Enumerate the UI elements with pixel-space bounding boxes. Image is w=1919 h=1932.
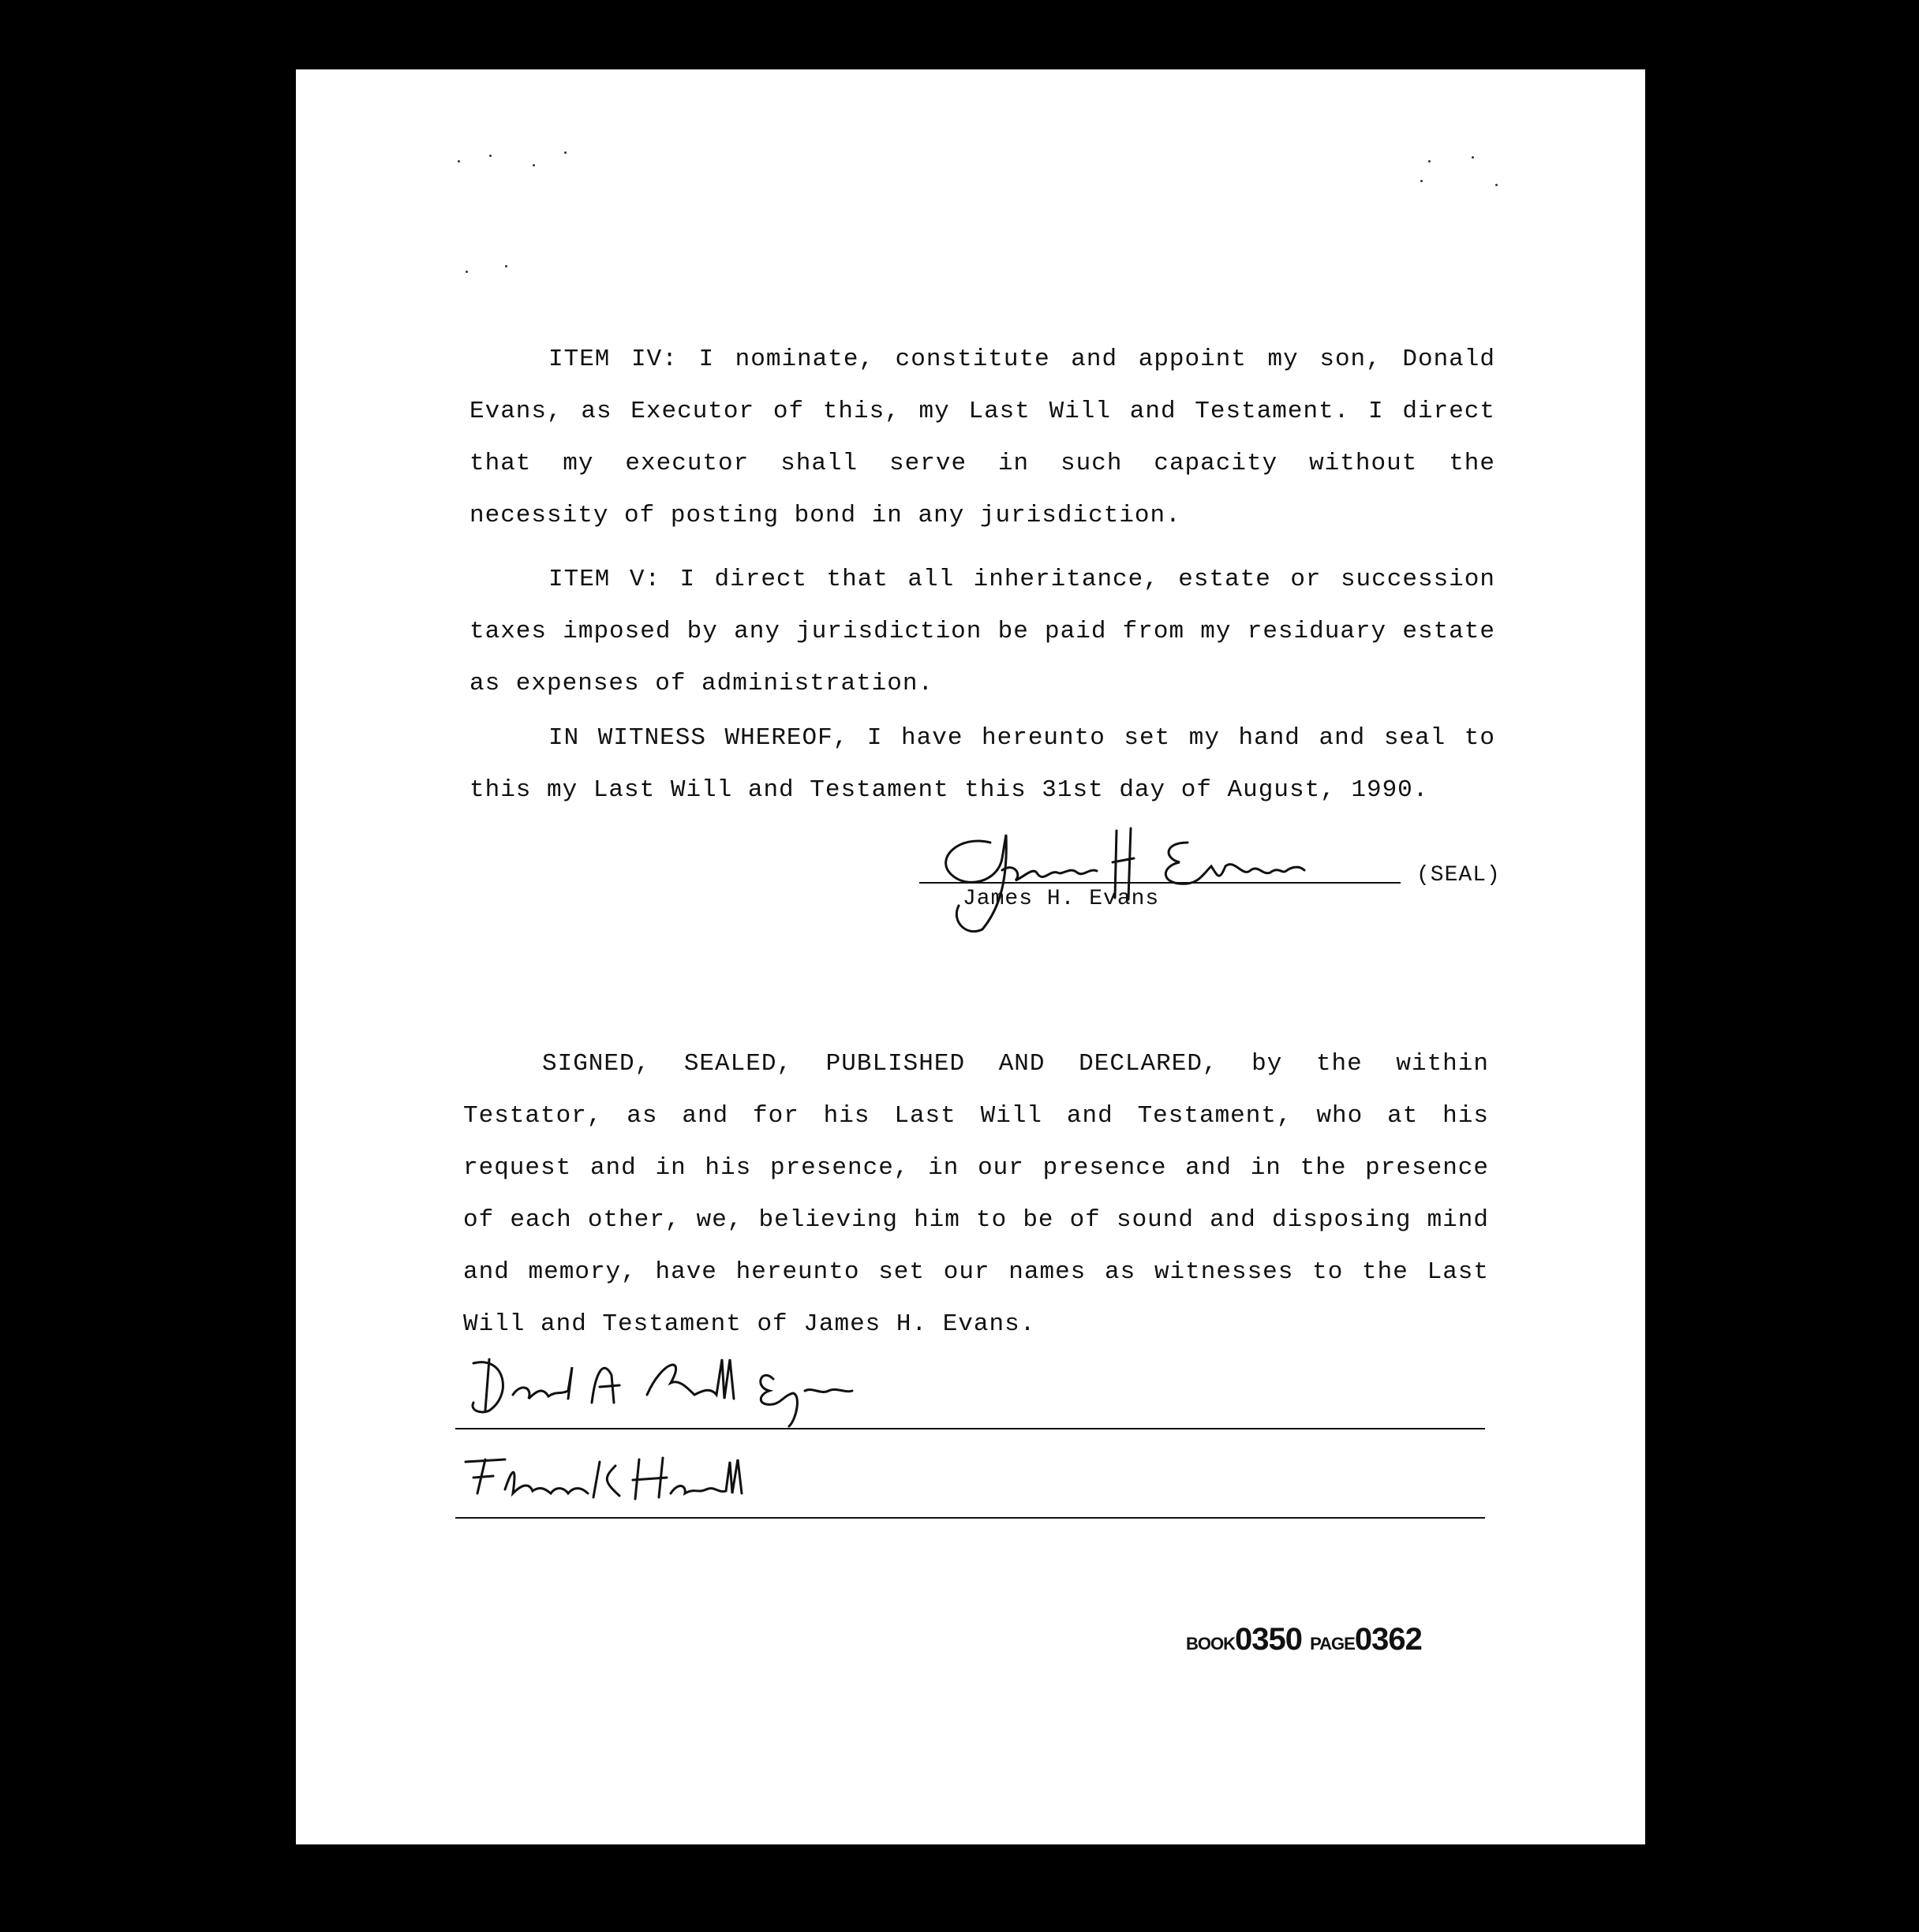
item-iv-text: I nominate, constitute and appoint my son, Donald Evans, as Executor of this, my Last Will and Testament. I direct that my executor shall serve in such capacity without the necessity of posting bond in any jurisdiction. — [469, 346, 1495, 529]
page-label: PAGE — [1310, 1634, 1355, 1654]
item-v-text: I direct that all inheritance, estate or succession taxes imposed by any jurisdiction be paid from my residuary estate as expenses of administration. — [469, 566, 1495, 697]
book-number: 0350 — [1235, 1622, 1302, 1657]
testator-printed-name: James H. Evans — [963, 887, 1160, 911]
witness-clause — [469, 712, 1495, 817]
witness-1-signature — [458, 1347, 868, 1434]
scan-speck — [564, 151, 567, 154]
witness-2-signature-line — [455, 1517, 1485, 1519]
witness-2-signature — [458, 1450, 773, 1513]
attestation-paragraph — [463, 1038, 1489, 1351]
scan-speck — [489, 155, 492, 157]
scan-speck — [1472, 156, 1474, 159]
page-number: 0362 — [1354, 1622, 1422, 1657]
attestation-text: SIGNED, SEALED, PUBLISHED AND DECLARED, by the within Testator, as and for his Last Will and Testament, who at his request and in his presence, in our presence and in the presence of each other, we, believing him to be of sound and disposing mind and memory, have hereunto set our names as witnesses to the Last Will and Testament of James H. Evans. — [463, 1050, 1489, 1338]
item-v-paragraph — [469, 554, 1495, 710]
item-v-lead: ITEM V: — [548, 566, 661, 593]
scan-speck — [505, 265, 507, 267]
witness-clause-text: IN WITNESS WHEREOF, I have hereunto set my hand and seal to this my Last Will and Testament this 31st day of August, 1990. — [469, 724, 1495, 804]
scan-speck — [533, 164, 535, 166]
item-iv-paragraph — [469, 334, 1495, 542]
scan-speck — [1420, 180, 1423, 182]
scan-speck — [466, 271, 468, 273]
document-page — [296, 69, 1645, 1844]
witness-1-signature-line — [455, 1428, 1485, 1429]
scan-speck — [458, 160, 460, 163]
item-iv-lead: ITEM IV: — [548, 346, 678, 373]
book-label: BOOK — [1186, 1634, 1235, 1654]
book-page-stamp — [1186, 1622, 1422, 1657]
seal-label: (SEAL) — [1416, 863, 1501, 888]
scan-speck — [1495, 184, 1498, 186]
scan-speck — [1428, 160, 1431, 163]
testator-signature-line — [919, 882, 1401, 884]
